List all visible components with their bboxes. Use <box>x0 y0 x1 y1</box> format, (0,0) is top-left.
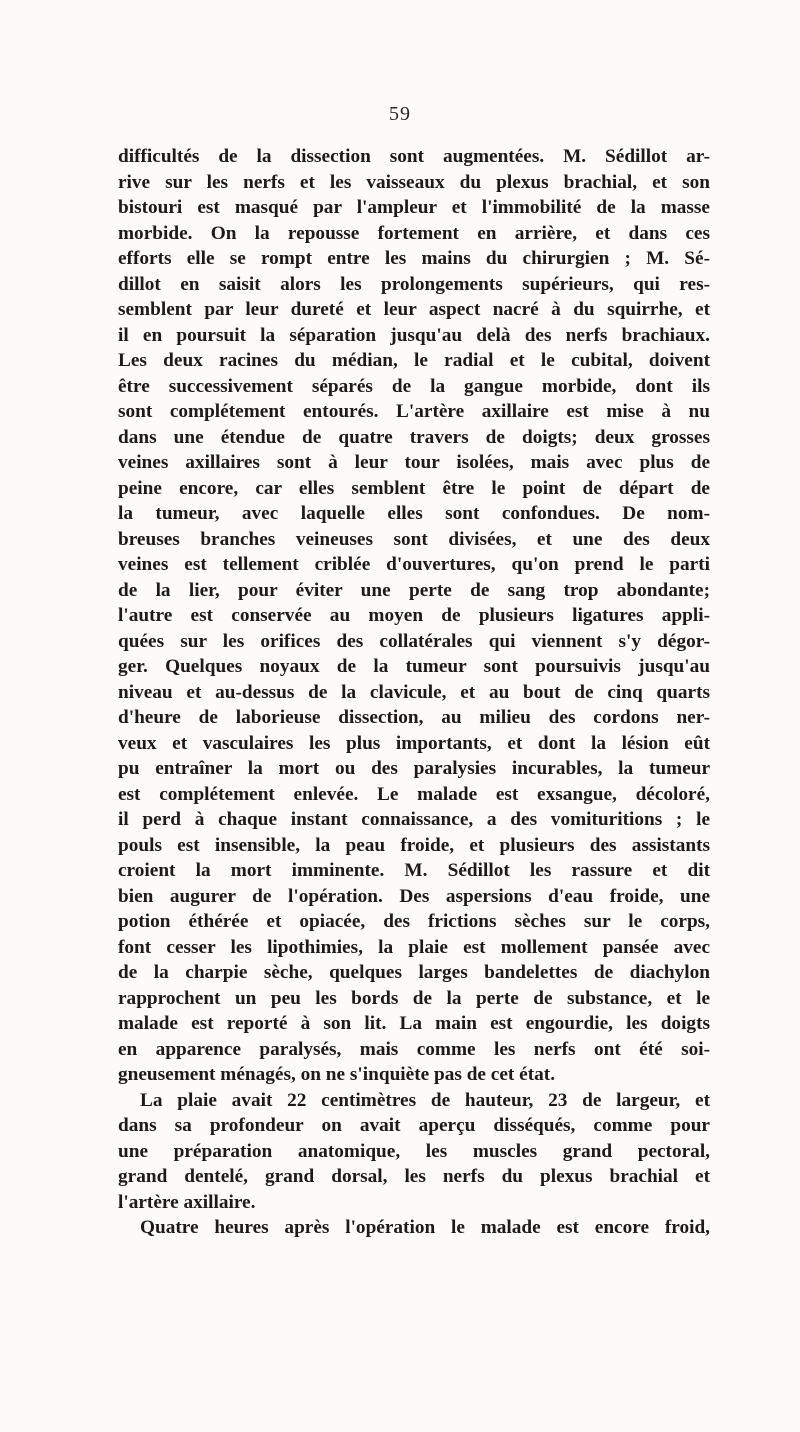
text-line: de la charpie sèche, quelques larges bandelettes de diachylon <box>118 962 710 983</box>
text-line: Quatre heures après l'opération le malade est encore froid, <box>140 1217 710 1238</box>
text-line: grand dentelé, grand dorsal, les nerfs du plexus brachial et <box>118 1166 710 1187</box>
text-line: une préparation anatomique, les muscles grand pectoral, <box>118 1140 710 1162</box>
text-line: gneusement ménagés, on ne s'inquiète pas de cet état. <box>118 1064 556 1085</box>
text-line: efforts elle se rompt entre les mains du chirurgien ; M. Sé- <box>118 248 710 269</box>
text-line: niveau et au-dessus de la clavicule, et au bout de cinq quarts <box>118 681 710 703</box>
text-line: dillot en saisit alors les prolongements supérieurs, qui res- <box>118 273 710 295</box>
text-line: pu entraîner la mort ou des paralysies incurables, la tumeur <box>118 758 710 779</box>
text-line: de la lier, pour éviter une perte de sang trop abondante; <box>118 579 710 601</box>
text-line: dans une étendue de quatre travers de doigts; deux grosses <box>118 426 710 448</box>
text-line: l'autre est conservée au moyen de plusieurs ligatures appli- <box>118 605 710 626</box>
text-line: ger. Quelques noyaux de la tumeur sont poursuivis jusqu'au <box>118 656 710 677</box>
text-line: veux et vasculaires les plus importants, et dont la lésion eût <box>118 732 710 754</box>
text-line: est complétement enlevée. Le malade est exsangue, décoloré, <box>118 783 710 805</box>
text-line: La plaie avait 22 centimètres de hauteur, 23 de largeur, et <box>140 1089 710 1111</box>
text-line: breuses branches veineuses sont divisées, et une des deux <box>118 528 710 550</box>
page-number: 59 <box>389 103 411 125</box>
text-line: en apparence paralysés, mais comme les nerfs ont été soi- <box>118 1038 710 1060</box>
text-line: sont complétement entourés. L'artère axillaire est mise à nu <box>118 401 710 422</box>
text-line: la tumeur, avec laquelle elles sont confondues. De nom- <box>118 503 710 524</box>
text-line: pouls est insensible, la peau froide, et plusieurs des assistants <box>118 834 710 856</box>
text-line: Les deux racines du médian, le radial et le cubital, doivent <box>118 350 710 371</box>
text-line: être successivement séparés de la gangue morbide, dont ils <box>118 375 710 397</box>
text-line: d'heure de laborieuse dissection, au milieu des cordons ner- <box>118 707 710 728</box>
text-line: malade est reporté à son lit. La main est engourdie, les doigts <box>118 1013 710 1034</box>
text-line: potion éthérée et opiacée, des frictions sèches sur le corps, <box>118 911 710 932</box>
text-line: rapprochent un peu les bords de la perte de substance, et le <box>118 987 710 1009</box>
text-line: veines axillaires sont à leur tour isolées, mais avec plus de <box>118 452 710 473</box>
text-line: font cesser les lipothimies, la plaie est mollement pansée avec <box>118 936 710 958</box>
body-text <box>118 144 710 1241</box>
text-line: croient la mort imminente. M. Sédillot les rassure et dit <box>118 860 710 881</box>
text-line: il perd à chaque instant connaissance, a des vomituritions ; le <box>118 809 710 830</box>
text-line: semblent par leur dureté et leur aspect nacré à du squirrhe, et <box>118 299 710 320</box>
text-line: l'artère axillaire. <box>118 1191 256 1213</box>
text-line: difficultés de la dissection sont augmentées. M. Sédillot ar- <box>118 146 710 167</box>
text-line: bistouri est masqué par l'ampleur et l'immobilité de la masse <box>118 197 710 218</box>
text-line: quées sur les orifices des collatérales qui viennent s'y dégor- <box>118 630 710 652</box>
text-line: peine encore, car elles semblent être le point de départ de <box>118 477 710 499</box>
text-line: bien augurer de l'opération. Des aspersions d'eau froide, une <box>118 885 710 907</box>
text-line: dans sa profondeur on avait aperçu disséqués, comme pour <box>118 1115 710 1136</box>
text-line: veines est tellement criblée d'ouvertures, qu'on prend le parti <box>118 554 710 575</box>
text-line: il en poursuit la séparation jusqu'au delà des nerfs brachiaux. <box>118 324 710 346</box>
text-line: rive sur les nerfs et les vaisseaux du plexus brachial, et son <box>118 171 710 193</box>
text-line: morbide. On la repousse fortement en arrière, et dans ces <box>118 222 710 244</box>
